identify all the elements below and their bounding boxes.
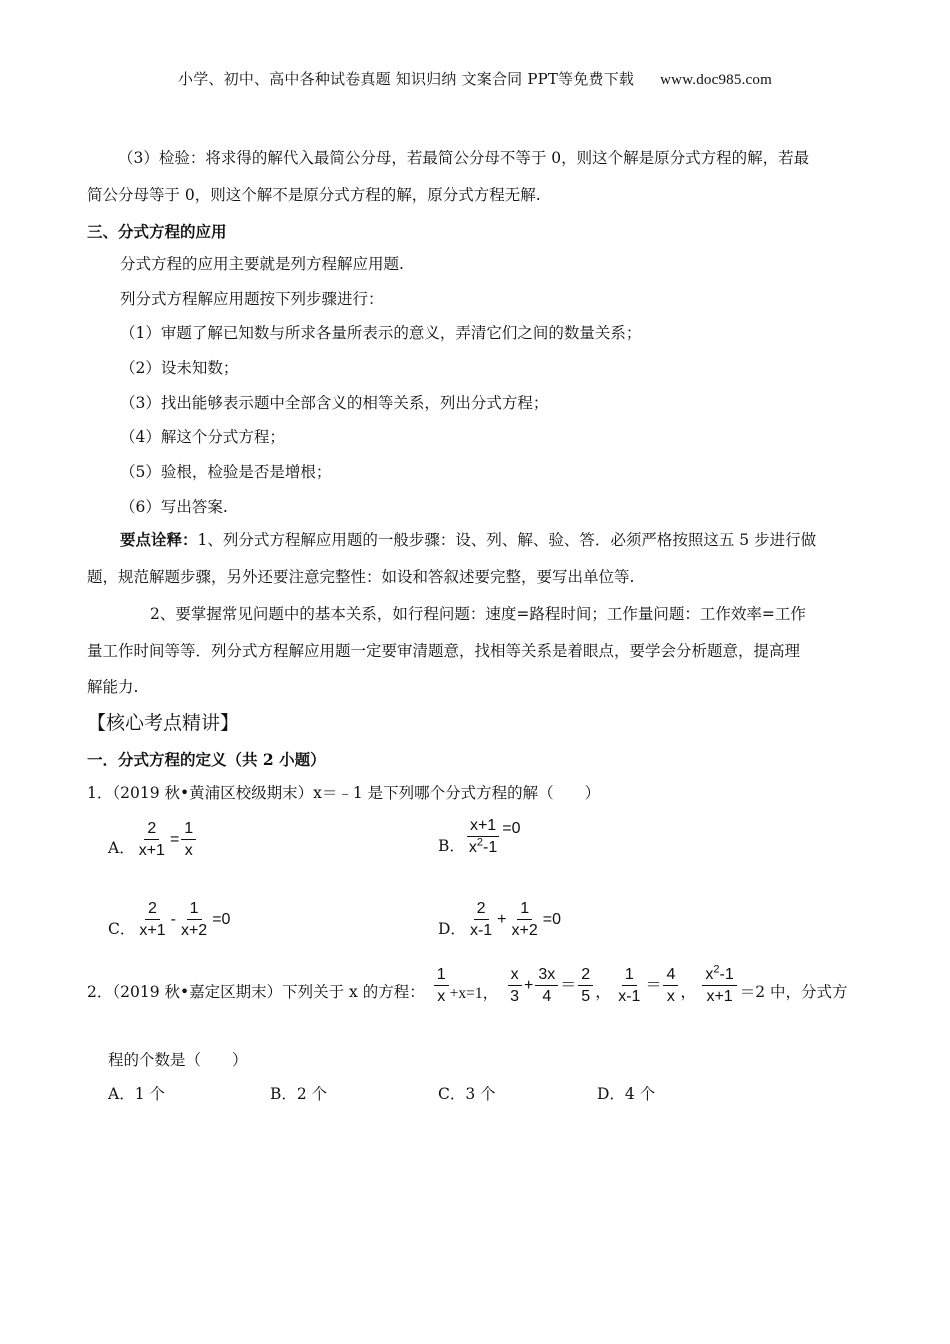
step-4: （4）解这个分式方程； <box>120 428 285 446</box>
q1-option-c-equation: 2 x+1 - $\frac{1}{x+2}$ =0 <box>139 900 231 939</box>
question-2-stem: 2．（2019 秋•嘉定区期末）下列关于 x 的方程： 1 x +x=1， x 3 + $\frac{3x}{4}$ ＝ 2 5 ， 1 x-1 ＝ 4 x ， $x^2-1$ x+1 ＝2 中，分式方 <box>87 963 848 1005</box>
key-points-2-line-3: 解能力. <box>87 678 139 696</box>
header-text: 小学、初中、高中各种试卷真题 知识归纳 文案合同 PPT等免费下载 <box>178 70 635 88</box>
page-header <box>0 68 950 89</box>
key-points-line-2: 题，规范解题步骤，另外还要注意完整性：如设和答叙述要完整，要写出单位等. <box>87 568 635 586</box>
q1-option-d[interactable]: D． 2 x-1 + $\frac{1}{x+2}$ =0 <box>438 900 562 939</box>
verify-line-1: （3）检验：将求得的解代入最简公分母，若最简公分母不等于 0，则这个解是原分式方程的解，若最 <box>118 149 810 167</box>
q2-equation-3: 1 x-1 ＝ 4 x ， <box>618 966 697 1005</box>
step-1: （1）审题了解已知数与所求各量所表示的意义，弄清它们之间的数量关系； <box>120 324 642 342</box>
q2-equation-1: 1 x +x=1， <box>433 966 498 1005</box>
question-1-stem: 1．（2019 秋•黄浦区校级期末）x＝﹣1 是下列哪个分式方程的解（ ） <box>87 784 601 802</box>
q2-option-a[interactable]: A．1 个 <box>108 1085 165 1103</box>
step-6: （6）写出答案. <box>120 498 228 516</box>
q2-option-b[interactable]: B．2 个 <box>270 1085 328 1103</box>
q1-option-b-equation: $\frac{x+1}{x^2-1}$ =0 <box>468 816 521 856</box>
key-points-label: 要点诠释： <box>120 530 198 549</box>
q1-option-c[interactable]: C． 2 x+1 - $\frac{1}{x+2}$ =0 <box>108 900 231 939</box>
q2-equation-4: $x^2-1$ x+1 <box>701 966 737 1005</box>
key-points-2-line-1: 2、要掌握常见问题中的基本关系，如行程问题：速度=路程时间；工作量问题：工作效率=工作 <box>150 605 806 623</box>
section-3-title: 三、分式方程的应用 <box>87 222 227 241</box>
core-title: 【核心考点精讲】 <box>87 712 240 734</box>
q1-option-a[interactable]: A． $\frac{2}{x+1}$ = $\frac{1}{x}$ <box>108 820 197 859</box>
header-url[interactable]: www.doc985.com <box>660 72 772 88</box>
q1-option-a-equation: $\frac{2}{x+1}$ = $\frac{1}{x}$ <box>135 820 198 859</box>
step-3: （3）找出能够表示题中全部含义的相等关系，列出分式方程； <box>120 394 549 412</box>
q1-option-d-equation: 2 x-1 + $\frac{1}{x+2}$ =0 <box>469 900 562 939</box>
step-2: （2）设未知数； <box>120 359 239 377</box>
key-points-line-1: 要点诠释：1、列分式方程解应用题的一般步骤：设、列、解、验、答．必须严格按照这五 5 步进行做 <box>120 530 817 549</box>
q2-equation-2: x 3 + $\frac{3x}{4}$ ＝ 2 5 ， <box>506 966 612 1005</box>
q2-option-d[interactable]: D．4 个 <box>597 1085 656 1103</box>
q1-option-b[interactable]: B． $\frac{x+1}{x^2-1}$ =0 <box>438 816 521 856</box>
section-3-intro: 分式方程的应用主要就是列方程解应用题. <box>120 255 404 273</box>
part-1-title: 一．分式方程的定义（共 2 小题） <box>87 750 326 769</box>
step-5: （5）验根，检验是否是增根； <box>120 463 332 481</box>
steps-intro: 列分式方程解应用题按下列步骤进行： <box>120 290 384 308</box>
verify-line-2: 简公分母等于 0，则这个解不是原分式方程的解，原分式方程无解. <box>87 186 541 204</box>
q2-option-c[interactable]: C．3 个 <box>438 1085 496 1103</box>
key-points-2-line-2: 量工作时间等等．列分式方程解应用题一定要审清题意，找相等关系是着眼点，要学会分析题意，提高理 <box>87 642 801 660</box>
question-2-line-2: 程的个数是（ ） <box>108 1051 248 1069</box>
